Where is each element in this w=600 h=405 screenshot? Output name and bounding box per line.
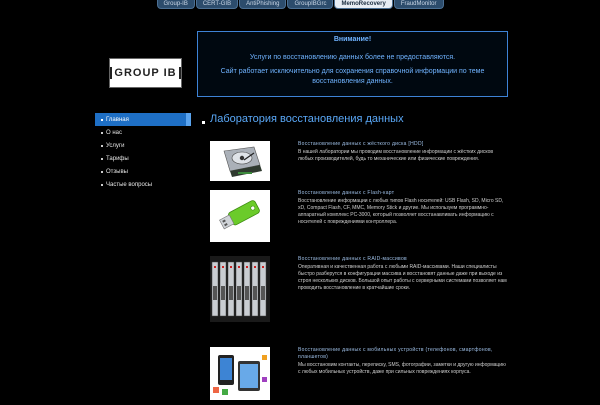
hard-drive-image [210,141,270,181]
nav-item-label: Услуги [106,142,125,149]
entry-title-flash[interactable]: Восстановление данных с Flash-карт [298,190,395,196]
nav-bullet-icon [101,132,103,134]
nav-bullet-icon [101,171,103,173]
nav-item-label: Главная [106,116,129,123]
entry-title-raid[interactable]: Восстановление данных с RAID-массивов [298,256,407,262]
nav-item-label: Тарифы [106,155,129,162]
entry-body-flash: Восстановление информации с любых типов Flash носителей: USB Flash, SD, Micro SD, xD, Compact Flash, CF, MMC, Memory Stick и другие. Мы используем программно-аппаратный комплекс PC-3000, который позволяет восстанавливать информацию с носителей с повреждениями контроллера. [298,198,504,225]
entry-title-hdd[interactable]: Восстановление данных с жёсткого диска [HDD] [298,141,424,147]
nav-bullet-icon [101,158,103,160]
entry-body-raid: Оперативная и качественная работа с любыми RAID-массивами. Наши специалисты быстро разберутся в конфигурации массива и восстановят данные даже при выходе из строя нескольких дисков. Большой опыт работы с серверными системами позволяет нам проводить восстановление в кратчайшие сроки. [298,264,507,291]
nav-item-1[interactable] [95,126,191,139]
notice-title: Внимание! [333,36,372,43]
logo-text: GROUP IB [110,67,180,79]
nav-item-5[interactable] [95,178,191,191]
entry-body-hdd: В нашей лаборатории мы проводим восстановление информации с жёстких дисков любых производителей, будь то механические или физические повреждения. [298,149,494,162]
entry-title-mobile[interactable]: Восстановление данных с мобильных устройств (телефонов, смартфонов, планшетов) [298,347,493,360]
nav-item-4[interactable] [95,165,191,178]
tab-group-ib[interactable]: Group-IB [157,0,195,9]
usb-flash-image [210,190,270,242]
nav-bullet-icon [101,119,103,121]
nav-bullet-icon [101,184,103,186]
group-ib-logo[interactable] [109,58,182,88]
notice-line-archive: Сайт работает исключительно для сохранения справочной информации по теме восстановления данных. [220,68,485,85]
nav-item-label: Отзывы [106,168,128,175]
tab-fraudmonitor[interactable]: FraudMonitor [394,0,444,9]
tab-groupibgrc[interactable]: GroupIBGrc [287,0,333,9]
title-bullet-icon [202,121,205,124]
mobile-devices-image [210,347,270,400]
nav-item-3[interactable] [95,152,191,165]
site-tabbar [0,0,600,10]
entry-body-mobile: Мы восстановим контакты, переписку, SMS, фотографии, заметки и другую информацию с любых мобильных устройств, даже при сильных повреждениях корпуса. [298,362,506,375]
nav-item-label: О нас [106,129,122,136]
tab-memorecovery[interactable]: MemoRecovery [334,0,392,9]
sidebar-nav [95,113,191,191]
notice-line-services: Услуги по восстановлению данных более не предоставляются. [249,54,456,61]
server-rack-image [210,256,270,322]
page-title: Лаборатория восстановления данных [210,113,404,125]
notice-box [197,31,508,97]
nav-item-0[interactable] [95,113,191,126]
nav-item-2[interactable] [95,139,191,152]
tab-cert-gib[interactable]: CERT-GIB [196,0,238,9]
nav-item-label: Частые вопросы [106,181,153,188]
tab-antiphishing[interactable]: AntiPhishing [239,0,286,9]
nav-bullet-icon [101,145,103,147]
